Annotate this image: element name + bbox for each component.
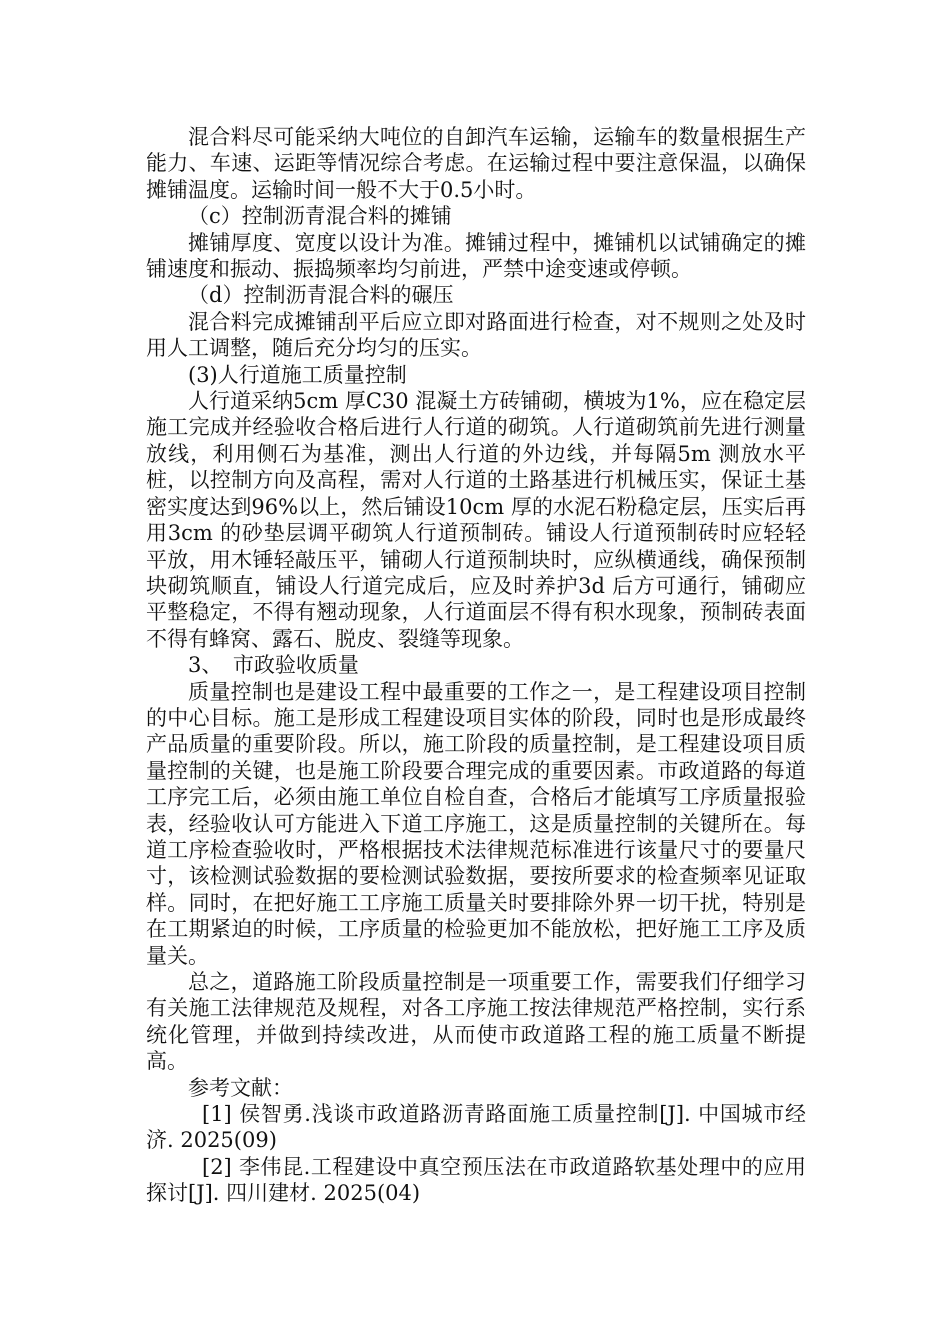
paragraph-sidewalk: 人行道采纳5cm 厚C30 混凝土方砖铺砌，横坡为1%，应在稳定层施工完成并经验收合格后进行人行道的砌筑。人行道砌筑前先进行测量放线，利用侧石为基准，测出人行道的外边线，并每隔5m 测放水平桩，以控制方向及高程，需对人行道的土路基进行机械压实，保证土基密实度达到96%以上，然后铺设10cm 厚的水泥石粉稳定层，压实后再用3cm 的砂垫层调平砌筑人行道预制砖。铺设人行道预制砖时应轻轻平放，用木锤轻敲压平，铺砌人行道预制块时，应纵横通线，确保预制块砌筑顺直，铺设人行道完成后，应及时养护3d 后方可通行，铺砌应平整稳定，不得有翘动现象，人行道面层不得有积水现象，预制砖表面不得有蜂窝、露石、脱皮、裂缝等现象。 (146, 389, 806, 651)
paragraph-summary: 总之，道路施工阶段质量控制是一项重要工作，需要我们仔细学习有关施工法律规范及规程，对各工序施工按法律规范严格控制，实行系统化管理，并做到持续改进，从而使市政道路工程的施工质量不断提高。 (146, 970, 806, 1074)
paragraph-compaction: 混合料完成摊铺刮平后应立即对路面进行检查，对不规则之处及时用人工调整，随后充分均匀的压实。 (146, 309, 806, 361)
heading-compaction: （d）控制沥青混合料的碾压 (188, 283, 454, 308)
heading-acceptance: 3、 市政验收质量 (188, 653, 359, 678)
heading-sidewalk: (3)人行道施工质量控制 (188, 362, 407, 387)
paragraph-paving: 摊铺厚度、宽度以设计为准。摊铺过程中，摊铺机以试铺确定的摊铺速度和振动、振捣频率均匀前进，严禁中途变速或停顿。 (146, 230, 806, 282)
heading-paving: （c）控制沥青混合料的摊铺 (188, 204, 452, 229)
reference-item: [2] 李伟昆.工程建设中真空预压法在市政道路软基处理中的应用探讨[J]. 四川建材. 2025(04) (146, 1154, 806, 1206)
heading-references: 参考文献： (188, 1075, 293, 1100)
document-page (146, 124, 806, 1207)
reference-item: [1] 侯智勇.浅谈市政道路沥青路面施工质量控制[J]. 中国城市经济. 2025(09) (146, 1102, 806, 1153)
paragraph-quality: 质量控制也是建设工程中最重要的工作之一，是工程建设项目控制的中心目标。施工是形成工程建设项目实体的阶段，同时也是形成最终产品质量的重要阶段。所以，施工阶段的质量控制，是工程建设项目质量控制的关键，也是施工阶段要合理完成的重要因素。市政道路的每道工序完工后，必须由施工单位自检自查，合格后才能填写工序质量报验表，经验收认可方能进入下道工序施工，这是质量控制的关键所在。每道工序检查验收时，严格根据技术法律规范标准进行该量尺寸的要量尺寸，该检测试验数据的要检测试验数据，要按所要求的检查频率见证取样。同时，在把好施工工序施工质量关时要排除外界一切干扰，特别是在工期紧迫的时候，工序质量的检验更加不能放松，把好施工工序及质量关。 (146, 679, 806, 968)
paragraph-transport: 混合料尽可能采纳大吨位的自卸汽车运输，运输车的数量根据生产能力、车速、运距等情况综合考虑。在运输过程中要注意保温，以确保摊铺温度。运输时间一般不大于0.5小时。 (146, 125, 806, 202)
